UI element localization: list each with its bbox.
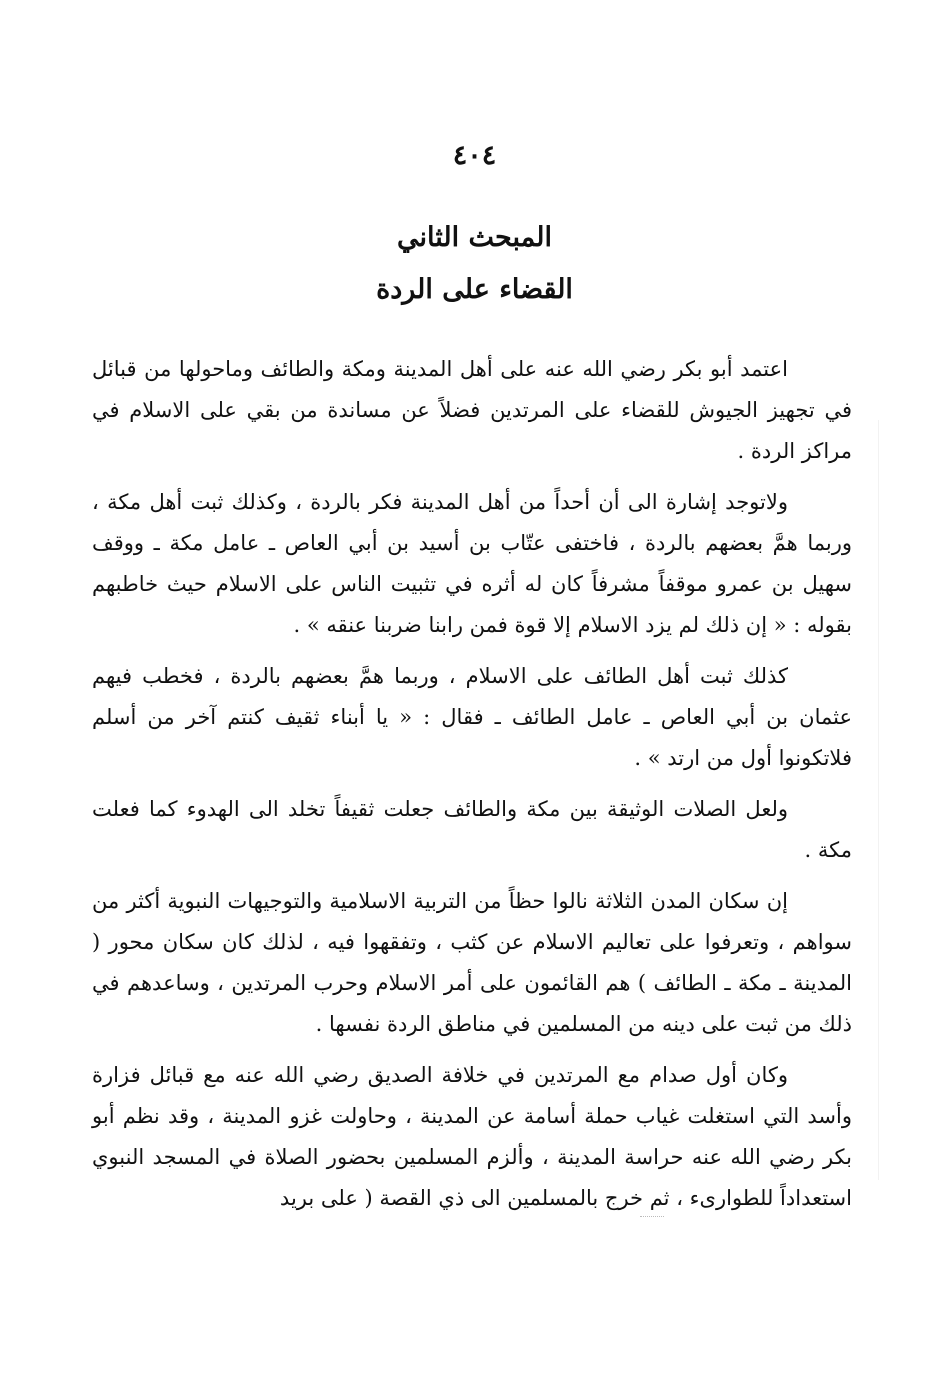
page-number: ٤٠٤ [452,140,497,171]
paragraph: إن سكان المدن الثلاثة نالوا حظاً من التربية الاسلامية والتوجيهات النبوية أكثر من سواهم ، وتعرفوا على تعاليم الاسلام عن كثب ، وتفقهوا فيه ، لذلك كان سكان محور ( المدينة ـ مكة ـ الطائف ) هم القائمون على أمر الاسلام وحرب المرتدين ، وساعدهم في ذلك من ثبت على دينه من المسلمين في مناطق الردة نفسها . [92,889,852,1036]
paragraph: ولاتوجد إشارة الى أن أحداً من أهل المدينة فكر بالردة ، وكذلك ثبت أهل مكة ، وربما همَّ بعضهم بالردة ، فاختفى عتّاب بن أسيد بن أبي العاص ـ عامل مكة ـ ووقف سهيل بن عمرو موقفاً مشرفاً كان له أثره في تثبيت الناس على الاسلام حيث خاطبهم بقوله : « إن ذلك لم يزد الاسلام إلا قوة فمن رابنا ضربنا عنقه » . [92,490,852,637]
paragraph: وكان أول صدام مع المرتدين في خلافة الصديق رضي الله عنه مع قبائل فزارة وأسد التي استغلت غياب حملة أسامة عن المدينة ، وحاولت غزو المدينة ، وقد نظم أبو بكر رضي الله عنه حراسة المدينة ، وألزم المسلمين بحضور الصلاة في المسجد النبوي استعداداً للطوارىء ، ثم خرج بالمسلمين الى ذي القصة ( على بريد [92,1063,852,1210]
body-text [92,349,852,1229]
section-heading: المبحث الثاني [397,222,552,253]
section-heading-block [0,212,949,316]
scan-edge-shadow [878,420,879,1180]
section-subheading: القضاء على الردة [376,274,573,305]
paragraph: اعتمد أبو بكر رضي الله عنه على أهل المدينة ومكة والطائف وماحولها من قبائل في تجهيز الجيوش للقضاء على المرتدين فضلاً عن مساندة من بقي على الاسلام في مراكز الردة . [92,357,852,463]
paragraph: ولعل الصلات الوثيقة بين مكة والطائف جعلت ثقيفاً تخلد الى الهدوء كما فعلت مكة . [92,797,852,862]
paragraph: كذلك ثبت أهل الطائف على الاسلام ، وربما همَّ بعضهم بالردة ، فخطب فيهم عثمان بن أبي العاص ـ عامل الطائف ـ فقال : « يا أبناء ثقيف كنتم آخر من أسلم فلاتكونوا أول من ارتد » . [92,664,852,770]
scan-dot-mark [640,1216,664,1217]
